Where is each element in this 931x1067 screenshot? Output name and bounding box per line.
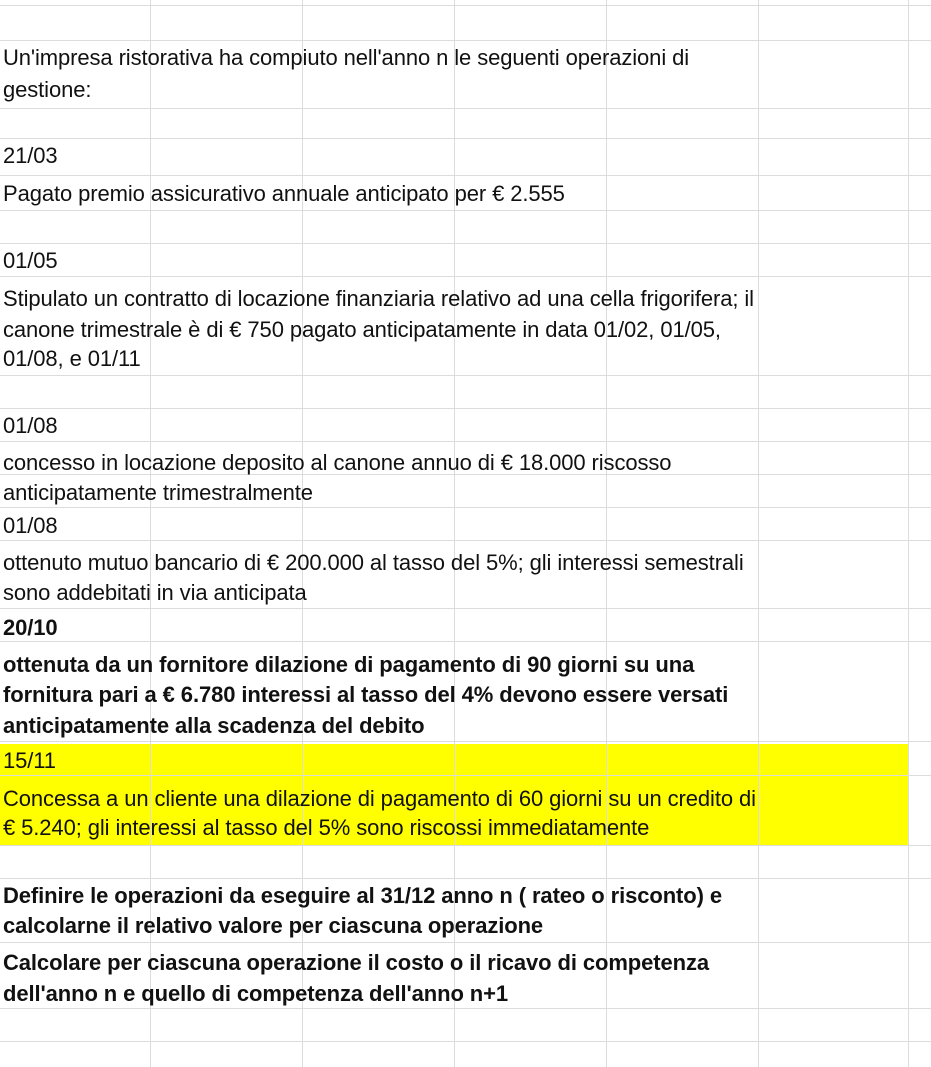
operation-text-line: anticipatamente trimestralmente xyxy=(3,480,313,505)
intro-line: Un'impresa ristorativa ha compiuto nell'anno n le seguenti operazioni di xyxy=(3,45,690,70)
operation-text-line: 01/08, e 01/11 xyxy=(3,346,141,371)
operation-date: 20/10 xyxy=(3,615,58,640)
operation-date: 01/05 xyxy=(3,248,58,273)
intro-line: gestione: xyxy=(3,77,92,102)
task-line: Calcolare per ciascuna operazione il costo o il ricavo di competenza xyxy=(3,950,709,975)
operation-date: 01/08 xyxy=(3,413,58,438)
operation-text-line: fornitura pari a € 6.780 interessi al tasso del 4% devono essere versati xyxy=(3,682,729,707)
operation-text-line: anticipatamente alla scadenza del debito xyxy=(3,713,425,738)
operation-text-line: sono addebitati in via anticipata xyxy=(3,580,307,605)
operation-date: 21/03 xyxy=(3,143,58,168)
operation-text-line: ottenuta da un fornitore dilazione di pagamento di 90 giorni su una xyxy=(3,652,695,677)
operation-text-line: Stipulato un contratto di locazione finanziaria relativo ad una cella frigorifera; il xyxy=(3,286,754,311)
task-line: Definire le operazioni da eseguire al 31/12 anno n ( rateo o risconto) e xyxy=(3,883,722,908)
operation-text-line: ottenuto mutuo bancario di € 200.000 al tasso del 5%; gli interessi semestrali xyxy=(3,550,744,575)
operation-text-line: Concessa a un cliente una dilazione di pagamento di 60 giorni su un credito di xyxy=(3,786,756,811)
task-line: dell'anno n e quello di competenza dell'anno n+1 xyxy=(3,981,509,1006)
operation-date: 15/11 xyxy=(3,748,56,773)
operation-text-line: concesso in locazione deposito al canone annuo di € 18.000 riscosso xyxy=(3,450,672,475)
operation-text-line: canone trimestrale è di € 750 pagato anticipatamente in data 01/02, 01/05, xyxy=(3,317,721,342)
task-line: calcolarne il relativo valore per ciascuna operazione xyxy=(3,913,544,938)
operation-date: 01/08 xyxy=(3,513,58,538)
operation-text-line: Pagato premio assicurativo annuale anticipato per € 2.555 xyxy=(3,181,565,206)
operation-text-line: € 5.240; gli interessi al tasso del 5% sono riscossi immediatamente xyxy=(3,815,650,840)
